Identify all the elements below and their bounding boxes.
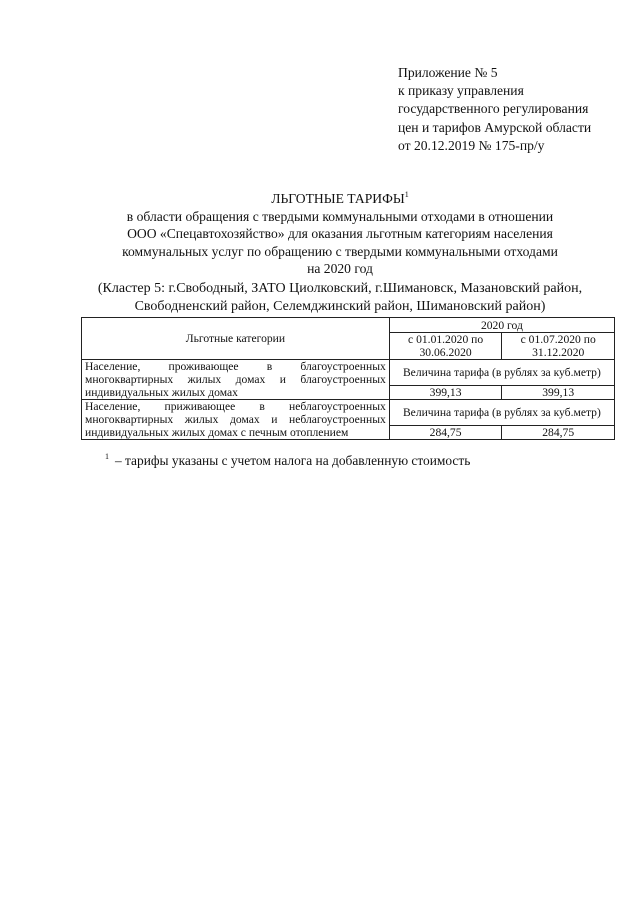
appendix-block [398, 64, 628, 155]
heading-line: в области обращения с твердыми коммунальными отходами в отношении [126, 208, 554, 224]
cluster-line: (Кластер 5: г.Свободный, ЗАТО Циолковский, г.Шимановск, Мазановский район, [97, 280, 583, 296]
appendix-line: государственного регулирования [398, 101, 589, 117]
unit-cell: Величина тарифа (в рублях за куб.метр) [389, 360, 614, 386]
category-cell: Население, проживающее в благоустроенных многоквартирных жилых домах и благоустроенных индивидуальных жилых домах [82, 360, 390, 400]
appendix-line: цен и тарифов Амурской области [398, 119, 592, 135]
value-cell: 284,75 [389, 426, 502, 440]
appendix-line: Приложение № 5 [398, 65, 498, 80]
footnote [105, 452, 470, 469]
value-cell: 399,13 [502, 386, 615, 400]
value-cell: 284,75 [502, 426, 615, 440]
year-header: 2020 год [389, 318, 614, 333]
footnote-text: – тарифы указаны с учетом налога на добавленную стоимость [115, 453, 471, 468]
footnote-marker: 1 [105, 452, 109, 461]
cluster-note [60, 280, 620, 315]
period-2-header: с 01.07.2020 по 31.12.2020 [502, 333, 615, 360]
table-row [82, 360, 615, 386]
document-heading [60, 186, 620, 315]
document-title-line [60, 186, 620, 208]
table-row [82, 400, 615, 426]
appendix-line: от 20.12.2019 № 175-пр/у [398, 137, 545, 153]
category-header: Льготные категории [82, 318, 390, 360]
heading-line: на 2020 год [307, 261, 373, 277]
unit-cell: Величина тарифа (в рублях за куб.метр) [389, 400, 614, 426]
value-cell: 399,13 [389, 386, 502, 400]
cluster-line: Свободненский район, Селемджинский район, Шимановский район) [134, 298, 546, 314]
category-cell: Население, приживающее в неблагоустроенных многоквартирных жилых домах и неблагоустроенных индивидуальных жилых домах с печным отоплением [82, 400, 390, 440]
period-1-header: с 01.01.2020 по 30.06.2020 [389, 333, 502, 360]
appendix-line: к приказу управления [398, 83, 524, 99]
title-footnote-marker: 1 [404, 190, 409, 199]
heading-line: ООО «Спецавтохозяйство» для оказания льготным категориям населения [127, 226, 553, 242]
table-header-row [82, 318, 615, 333]
heading-line: коммунальных услуг по обращению с твердыми коммунальными отходами [122, 243, 558, 259]
document-title: ЛЬГОТНЫЕ ТАРИФЫ [271, 191, 405, 206]
tariffs-table [81, 317, 615, 440]
